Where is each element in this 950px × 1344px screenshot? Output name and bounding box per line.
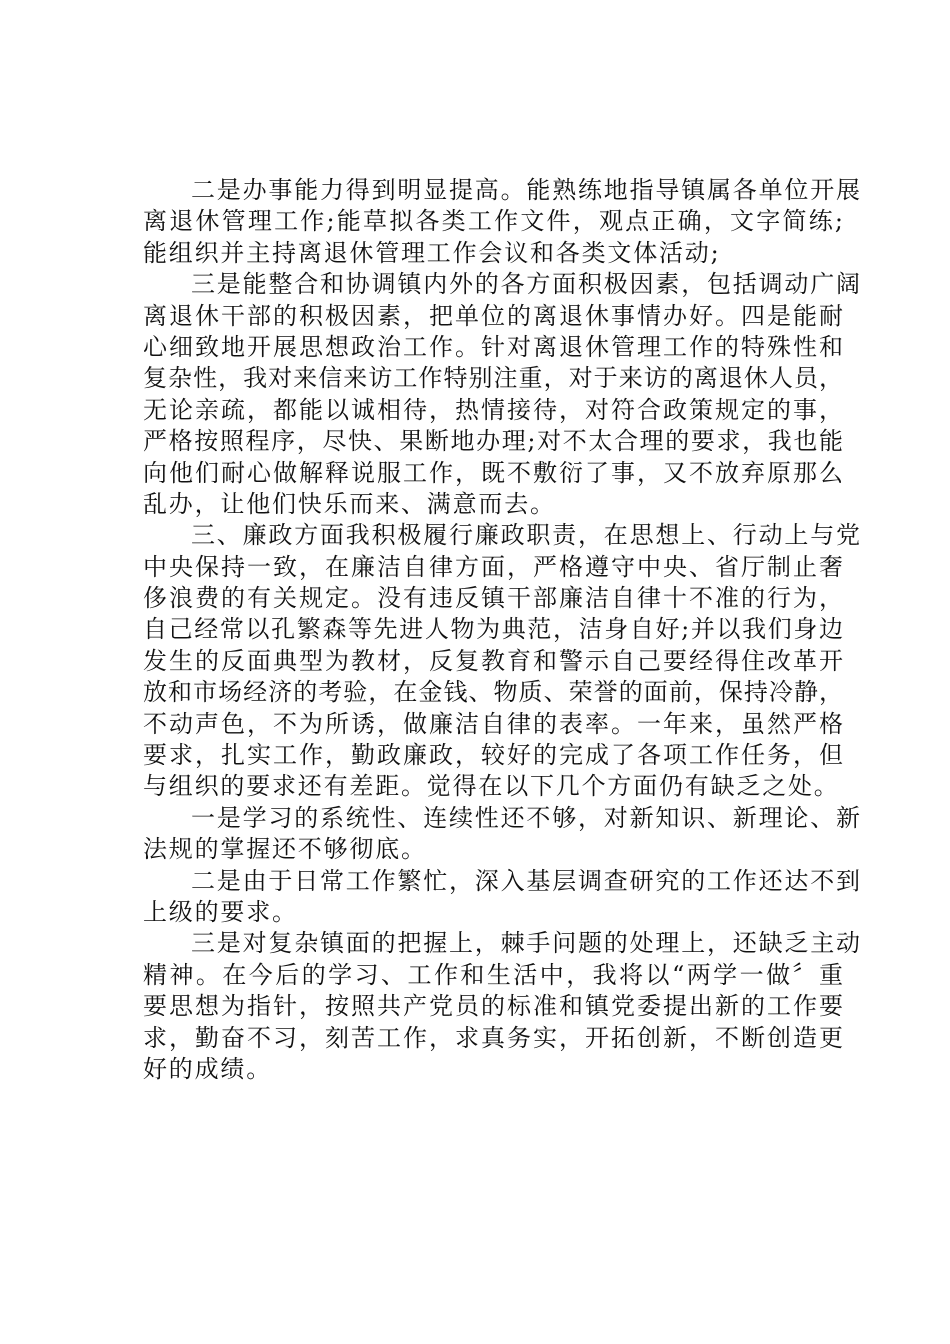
text-line: 二是办事能力得到明显提高。能熟练地指导镇属各单位开展 [191, 176, 862, 204]
text-line: 要思想为指针，按照共产党员的标准和镇党委提出新的工作要 [143, 992, 843, 1021]
text-line: 二是由于日常工作繁忙，深入基层调查研究的工作还达不到 [191, 866, 862, 895]
text-line: 上级的要求。 [143, 897, 298, 926]
text-line: 三、廉政方面我积极履行廉政职责，在思想上、行动上与党 [191, 521, 862, 550]
text-line: 三是能整合和协调镇内外的各方面积极因素，包括调动广阔 [191, 270, 862, 299]
text-line: 乱办，让他们快乐而来、满意而去。 [143, 489, 556, 518]
document-body [143, 175, 862, 1085]
text-line: 一是学习的系统性、连续性还不够，对新知识、新理论、新 [191, 803, 862, 832]
text-line: 精神。在今后的学习、工作和生活中，我将以“两学一做〞重 [143, 960, 843, 989]
text-line: 法规的掌握还不够彻底。 [143, 835, 427, 864]
text-line: 自己经常以孔繁森等先进人物为典范，洁身自好;并以我们身边 [143, 615, 843, 644]
text-line: 三是对复杂镇面的把握上，棘手问题的处理上，还缺乏主动 [191, 929, 862, 958]
text-line: 能组织并主持离退休管理工作会议和各类文体活动; [143, 238, 721, 267]
text-line: 复杂性，我对来信来访工作特别注重，对于来访的离退休人员， [143, 364, 843, 393]
text-line: 发生的反面典型为教材，反复教育和警示自己要经得住改革开 [143, 646, 843, 675]
text-line: 不动声色，不为所诱，做廉洁自律的表率。一年来，虽然严格 [143, 709, 843, 738]
text-line: 向他们耐心做解释说服工作，既不敷衍了事，又不放弃原那么 [143, 458, 843, 487]
text-line: 放和市场经济的考验，在金钱、物质、荣誉的面前，保持冷静， [143, 678, 843, 707]
text-line: 心细致地开展思想政治工作。针对离退休管理工作的特殊性和 [143, 332, 843, 361]
text-line: 求，勤奋不习，刻苦工作，求真务实，开拓创新，不断创造更 [143, 1023, 843, 1052]
text-line: 无论亲疏，都能以诚相待，热情接待，对符合政策规定的事， [143, 395, 843, 424]
text-line: 离退休干部的积极因素，把单位的离退休事情办好。四是能耐 [143, 301, 843, 330]
text-line: 侈浪费的有关规定。没有违反镇干部廉洁自律十不准的行为， [143, 584, 843, 613]
text-line: 好的成绩。 [143, 1054, 272, 1083]
text-line: 要求，扎实工作，勤政廉政，较好的完成了各项工作任务，但 [143, 741, 843, 770]
text-line: 与组织的要求还有差距。觉得在以下几个方面仍有缺乏之处。 [143, 772, 840, 801]
text-line: 离退休管理工作;能草拟各类工作文件，观点正确，文字简练; [143, 207, 843, 236]
text-line: 中央保持一致，在廉洁自律方面，严格遵守中央、省厅制止奢 [143, 552, 843, 581]
text-line: 严格按照程序，尽快、果断地办理;对不太合理的要求，我也能 [143, 427, 843, 456]
